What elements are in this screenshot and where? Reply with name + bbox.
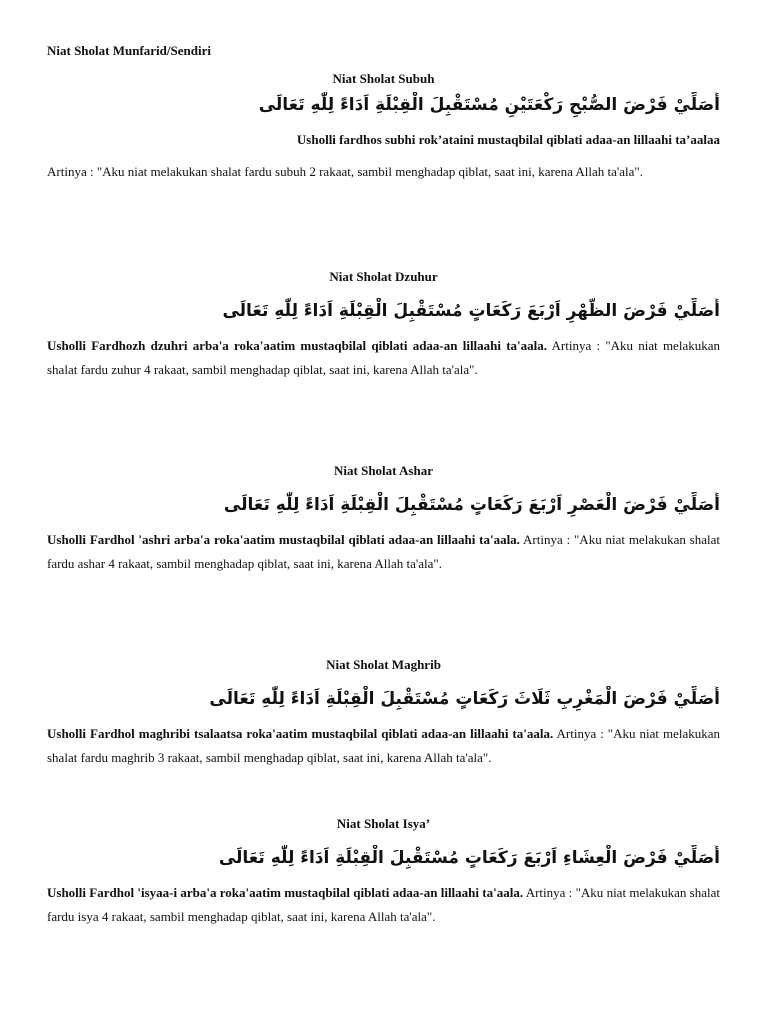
section-subuh (47, 70, 720, 184)
section-heading: Niat Sholat Maghrib (326, 657, 441, 672)
niat-paragraph (47, 722, 720, 769)
arabic-niat: أُصَلِّيْ فَرْضَ الظُّهْرِ اَرْبَعَ رَكَعَاتٍ مُسْتَقْبِلَ الْقِبْلَةِ اَدَاءً لِلّٰهِ تَعَالَى (222, 301, 720, 321)
meaning-text: Artinya : "Aku niat melakukan shalat fardu maghrib 3 rakaat, sambil menghadap qiblat, saat ini, karena Allah ta'ala". (47, 726, 720, 765)
latin-transliteration: Usholli Fardhozh dzuhri arba'a roka'aatim mustaqbilal qiblati adaa-an lillaahi ta'aala. (47, 338, 548, 353)
niat-paragraph (47, 528, 720, 575)
arabic-niat: أُصَلِّيْ فَرْضَ الْمَغْرِبِ ثَلَاثَ رَكَعَاتٍ مُسْتَقْبِلَ الْقِبْلَةِ اَدَاءً لِلّٰهِ تَعَالَى (209, 689, 720, 709)
latin-transliteration: Usholli Fardhol 'ashri arba'a roka'aatim mustaqbilal qiblati adaa-an lillaahi ta'aala. (47, 532, 520, 547)
section-heading: Niat Sholat Subuh (332, 71, 435, 86)
section-isya (47, 815, 720, 928)
section-ashar (47, 462, 720, 575)
arabic-niat: أُصَلِّيْ فَرْضَ الْعَصْرِ اَرْبَعَ رَكَعَاتٍ مُسْتَقْبِلَ الْقِبْلَةِ اَدَاءً لِلّٰهِ تَعَالَى (223, 495, 720, 515)
meaning-text: Artinya : "Aku niat melakukan shalat fardu isya 4 rakaat, sambil menghadap qiblat, saat ini, karena Allah ta'ala". (47, 885, 720, 924)
latin-transliteration: Usholli Fardhol 'isyaa-i arba'a roka'aatim mustaqbilal qiblati adaa-an lillaahi ta'aala. (47, 885, 524, 900)
latin-transliteration: Usholli Fardhol maghribi tsalaatsa roka'aatim mustaqbilal qiblati adaa-an lillaahi ta'aala. (47, 726, 554, 741)
arabic-niat: أُصَلِّيْ فَرْضَ الصُّبْحِ رَكْعَتَيْنِ مُسْتَقْبِلَ الْقِبْلَةِ اَدَاءً لِلّٰهِ تَعَالَى (258, 95, 720, 115)
niat-paragraph (47, 881, 720, 928)
meaning-text: Artinya : "Aku niat melakukan shalat fardu subuh 2 rakaat, sambil menghadap qiblat, saat ini, karena Allah ta'ala". (47, 164, 643, 179)
section-heading: Niat Sholat Dzuhur (329, 269, 438, 284)
section-dzuhur (47, 268, 720, 381)
document-title: Niat Sholat Munfarid/Sendiri (47, 43, 211, 58)
meaning-text: Artinya : "Aku niat melakukan shalat fardu ashar 4 rakaat, sambil menghadap qiblat, saat ini, karena Allah ta'ala". (47, 532, 720, 571)
niat-paragraph (47, 334, 720, 381)
meaning-text: Artinya : "Aku niat melakukan shalat fardu zuhur 4 rakaat, sambil menghadap qiblat, saat ini, karena Allah ta'ala". (47, 338, 720, 377)
arabic-niat: أُصَلِّيْ فَرْضَ الْعِشَاءِ اَرْبَعَ رَكَعَاتٍ مُسْتَقْبِلَ الْقِبْلَةِ اَدَاءً لِلّٰهِ تَعَالَى (218, 848, 720, 868)
section-heading: Niat Sholat Ashar (334, 463, 433, 478)
section-heading: Niat Sholat Isya’ (336, 816, 431, 831)
section-maghrib (47, 656, 720, 769)
latin-transliteration: Usholli fardhos subhi rok’ataini mustaqbilal qiblati adaa-an lillaahi ta’aalaa (296, 132, 720, 147)
